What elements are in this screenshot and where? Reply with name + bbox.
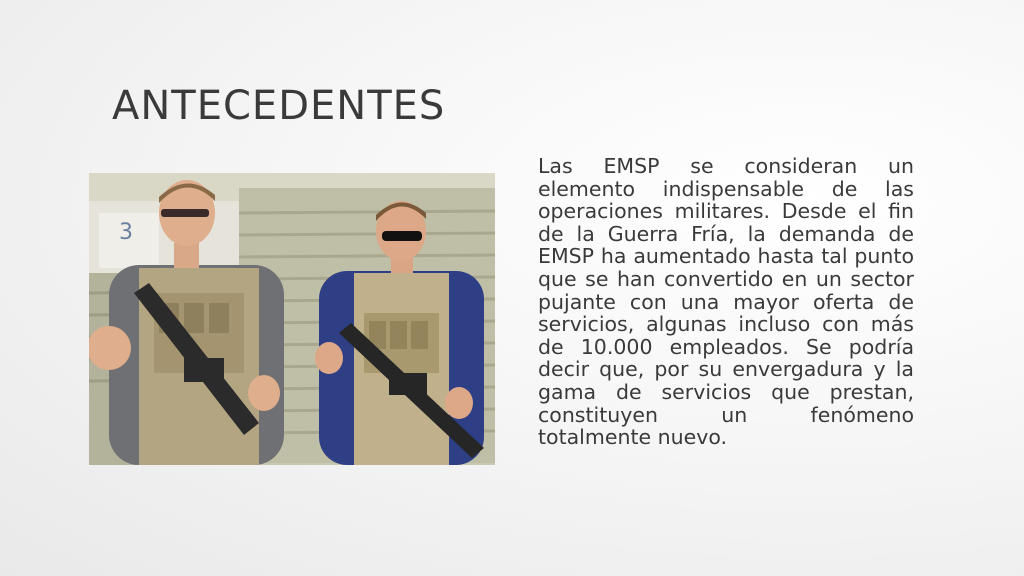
- slide-title: ANTECEDENTES: [112, 83, 446, 129]
- stadium-marker: 3: [119, 220, 133, 245]
- body-paragraph: Las EMSP se consideran un elemento indispensable de las operaciones militares. Desde el fin de la Guerra Fría, la demanda de EMSP ha aumentado hasta tal punto que se han convertido en un sector pujante con una mayor oferta de servicios, algunas incluso con más de 10.000 empleados. Se podría decir que, por su envergadura y la gama de servicios que prestan, constituyen un fenómeno totalmente nuevo.: [538, 154, 914, 450]
- contractors-photo: [89, 173, 495, 465]
